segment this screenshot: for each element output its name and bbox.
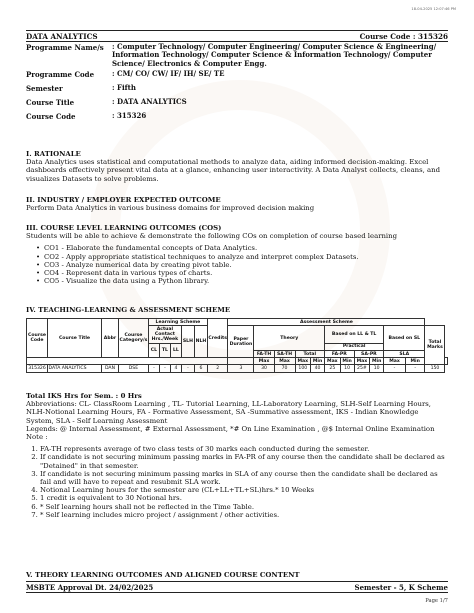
list-item: 1. FA-TH represents average of two class tests of 30 marks each conducted during the semester. — [40, 445, 448, 453]
list-item: • CO4 - Represent data in various types of charts. — [38, 269, 448, 277]
th-sa-pr: SA-PR — [354, 351, 384, 358]
th-total-marks: Total Marks — [425, 326, 445, 365]
th-cl: CL — [148, 343, 159, 357]
section-title: IV. TEACHING-LEARNING & ASSESSMENT SCHEME — [26, 306, 231, 314]
th-based-sl: Based on SL — [384, 326, 425, 351]
legends: Legends: @ Internal Assessment, # External Assessment, *# On Line Examination , @$ Internal Online Examination — [26, 424, 435, 433]
section-title: II. INDUSTRY / EMPLOYER EXPECTED OUTCOME — [26, 196, 221, 204]
co-list — [26, 244, 448, 285]
th-course-code: Course Code — [27, 319, 48, 358]
th-max: Max — [274, 358, 295, 365]
page-number: Page 1/7 — [425, 598, 448, 604]
th-min: Min — [311, 358, 325, 365]
th-fa-th: FA-TH — [254, 351, 274, 358]
th-max: Max — [295, 358, 311, 365]
section-intro: Students will be able to achieve & demonstrate the following COs on completion of course based learning — [26, 232, 397, 241]
footer-approval: MSBTE Approval Dt. 24/02/2025 — [26, 582, 154, 592]
info-row-course-code: Course Code : 315326 — [26, 111, 147, 122]
info-row-semester: Semester : Fifth — [26, 83, 136, 94]
list-item: 5. 1 credit is equivalent to 30 Notional hrs. — [40, 494, 448, 502]
th-fa-pr: FA-PR — [325, 351, 355, 358]
th-learning-scheme: Learning Scheme — [148, 319, 207, 326]
th-category: Course Category/s — [119, 319, 149, 358]
th-actual-contact: Actual Contact Hrs./Week — [148, 326, 181, 344]
section-industry-outcome — [26, 196, 448, 212]
footer-semester: Semester - 5, K Scheme — [354, 582, 448, 592]
list-item: 7. * Self learning includes micro project / assignment / other activities. — [40, 511, 448, 519]
th-min: Min — [340, 358, 354, 365]
header-course-code: Course Code : 315326 — [359, 31, 448, 41]
notes-list — [26, 445, 448, 519]
section-title: III. COURSE LEVEL LEARNING OUTCOMES (COS) — [26, 224, 222, 232]
th-min: Min — [370, 358, 384, 365]
page-footer — [26, 581, 448, 593]
th-course-title: Course Title — [48, 319, 102, 358]
info-row-programme-code: Programme Code : CM/ CO/ CW/ IF/ IH/ SE/ TE — [26, 69, 225, 80]
list-item: • CO2 - Apply appropriate statistical techniques to analyze and interpret complex Datasets. — [38, 253, 448, 261]
th-abbr: Abbr — [102, 319, 119, 358]
th-sla: SLA — [384, 351, 425, 358]
list-item: • CO1 - Elaborate the fundamental concepts of Data Analytics. — [38, 244, 448, 252]
section-rationale — [26, 150, 448, 183]
th-ll: LL — [170, 343, 181, 357]
list-item: • CO5 - Visualize the data using a Python library. — [38, 277, 448, 285]
print-timestamp: 18-04-2025 12:07:46 PM — [411, 7, 456, 11]
th-credits: Credits — [207, 319, 228, 358]
th-practical: Practical — [325, 343, 384, 350]
table-row: 315326 DATA ANALYTICS DAN DSE - - 4 - 6 2 3 30 70 100 40 25 10 25# 10 - - 150 — [27, 365, 448, 372]
th-based-ll-tl: Based on LL & TL — [325, 326, 384, 344]
note-label: Note : — [26, 433, 48, 442]
list-item: 6. * Self learning hours shall not be reflected in the Time Table. — [40, 503, 448, 511]
th-max: Max — [384, 358, 406, 365]
th-max: Max — [354, 358, 370, 365]
scheme-table — [26, 318, 448, 373]
th-sa-th: SA-TH — [274, 351, 295, 358]
th-total: Total — [295, 351, 325, 358]
section-scheme-title — [26, 306, 448, 314]
abbreviations: Abbreviations: CL- ClassRoom Learning , TL- Tutorial Learning, LL-Laboratory Learning, SLH-Self Learning Hours, NLH-Notional Learning Hours, FA - Formative Assessment, SA -Summative assessment, IKS - Indian Knowledge System, SLA - Self Learning Assessment — [26, 400, 431, 425]
section-title: V. THEORY LEARNING OUTCOMES AND ALIGNED COURSE CONTENT — [26, 571, 300, 579]
section-theory-outcomes — [26, 571, 448, 579]
section-body: Perform Data Analytics in various business domains for improved decision making — [26, 204, 315, 213]
info-row-course-title: Course Title : DATA ANALYTICS — [26, 97, 187, 108]
list-item: • CO3 - Analyze numerical data by creating pivot table. — [38, 261, 448, 269]
th-paper-duration: Paper Duration — [228, 326, 254, 358]
notes-block — [26, 392, 448, 519]
th-min: Min — [405, 358, 425, 365]
th-slh: SLH — [181, 326, 194, 358]
list-item: 3. If candidate is not securing minimum passing marks in SLA of any course then the candidate shall be declared as fail and will have to repeat and resubmit SLA work. — [40, 470, 448, 486]
list-item: 4. Notional Learning hours for the semester are (CL+LL+TL+SL)hrs.* 10 Weeks — [40, 486, 448, 494]
th-nlh: NLH — [194, 326, 207, 358]
page-header — [26, 30, 448, 42]
th-max: Max — [254, 358, 274, 365]
section-title: I. RATIONALE — [26, 150, 81, 158]
th-tl: TL — [159, 343, 170, 357]
section-body: Data Analytics uses statistical and computational methods to analyze data, aiding informed decision-making. Excel dashboards effectively present vital data at a glance, enhancing user interactivity. A Data Analyst collects, cleans, and visualizes Datasets to solve problems. — [26, 158, 440, 183]
th-assessment-scheme: Assessment Scheme — [228, 319, 425, 326]
header-title: DATA ANALYTICS — [26, 31, 98, 41]
course-info — [26, 43, 448, 121]
th-theory: Theory — [254, 326, 325, 351]
info-row-programme: Programme Name/s : Computer Technology/ Computer Engineering/ Computer Science & Engineering/ Information Technology/ Computer Science & Information Technology/ Computer Science/ Electronics & Computer Engg. — [26, 42, 437, 68]
section-course-outcomes — [26, 224, 448, 285]
list-item: 2. If candidate is not securing minimum passing marks in FA-PR of any course then the candidate shall be declared as "Detained" in that semester. — [40, 453, 448, 469]
total-iks: Total IKS Hrs for Sem. : 0 Hrs — [26, 392, 142, 400]
th-max: Max — [325, 358, 341, 365]
